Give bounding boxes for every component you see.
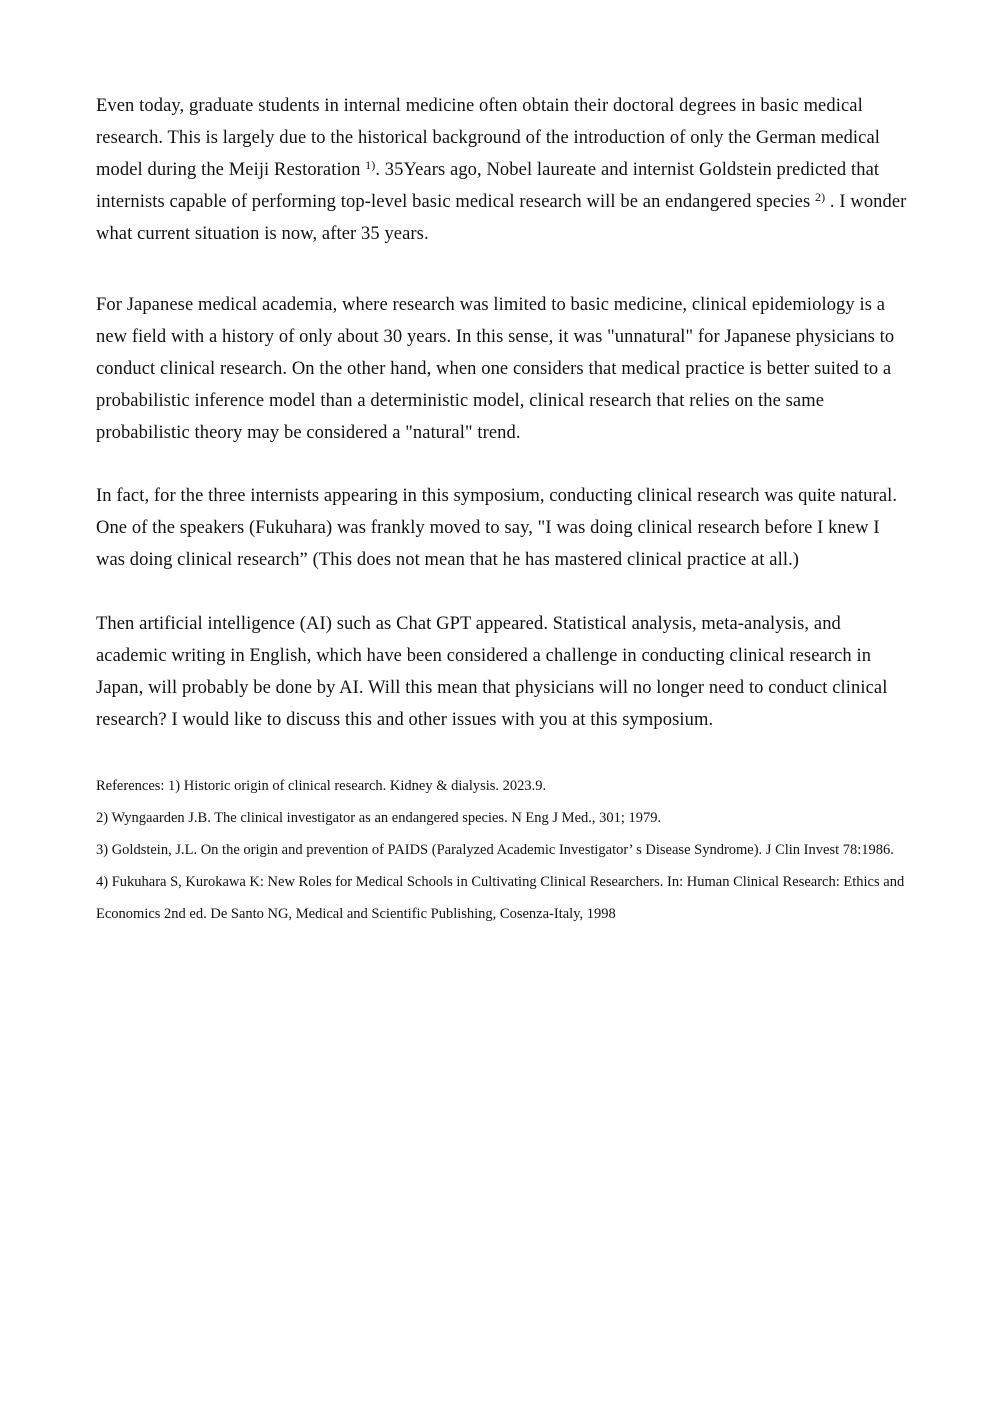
reference-item-4: 4) Fukuhara S, Kurokawa K: New Roles for Medical Schools in Cultivating Clinical Researchers. In: Human Clinical Research: Ethics and Economics 2nd ed. De Santo NG, Medical and Scientific Publishing, Cosenza-Italy, 1998 bbox=[96, 874, 905, 922]
paragraph-1-text-c: . I wonder what current situation is now, after 35 years. bbox=[96, 192, 907, 244]
section-spacer bbox=[96, 736, 908, 770]
references-list bbox=[96, 770, 908, 930]
paragraph-4: Then artificial intelligence (AI) such as Chat GPT appeared. Statistical analysis, meta-analysis, and academic writing in English, which have been considered a challenge in conducting clinical research in Japan, will probably be done by AI. Will this mean that physicians will no longer need to conduct clinical research? I would like to discuss this and other issues with you at this symposium. bbox=[96, 614, 888, 730]
paragraph-1 bbox=[96, 90, 908, 250]
citation-1-superscript: 1) bbox=[365, 158, 376, 172]
paragraph-2: For Japanese medical academia, where research was limited to basic medicine, clinical epidemiology is a new field with a history of only about 30 years. In this sense, it was "unnatural" for Japanese physicians to conduct clinical research. On the other hand, when one considers that medical practice is better suited to a probabilistic inference model than a deterministic model, clinical research that relies on the same probabilistic theory may be considered a "natural" trend. bbox=[96, 295, 895, 443]
paragraph-spacer bbox=[96, 449, 908, 480]
paragraph-1-text-b: . 35Years ago, Nobel laureate and internist Goldstein predicted that internists capable of performing top-level basic medical research will be an endangered species bbox=[96, 160, 880, 212]
paragraph-spacer bbox=[96, 576, 908, 608]
paragraph-spacer bbox=[96, 250, 908, 289]
citation-2-superscript: 2) bbox=[815, 190, 826, 204]
reference-item-1: References: 1) Historic origin of clinical research. Kidney & dialysis. 2023.9. bbox=[96, 778, 547, 794]
paragraph-1-text-a: Even today, graduate students in internal medicine often obtain their doctoral degrees in basic medical research. This is largely due to the historical background of the introduction of only the German medical model during the Meiji Restoration bbox=[96, 96, 881, 180]
paragraph-3: In fact, for the three internists appearing in this symposium, conducting clinical research was quite natural. One of the speakers (Fukuhara) was frankly moved to say, "I was doing clinical research before I knew I was doing clinical research” (This does not mean that he has mastered clinical practice at all.) bbox=[96, 486, 898, 570]
reference-item-3: 3) Goldstein, J.L. On the origin and prevention of PAIDS (Paralyzed Academic Investigator’ s Disease Syndrome). J Clin Invest 78:1986. bbox=[96, 842, 894, 858]
reference-item-2: 2) Wyngaarden J.B. The clinical investigator as an endangered species. N Eng J Med., 301; 1979. bbox=[96, 810, 662, 826]
document-body bbox=[96, 90, 908, 930]
